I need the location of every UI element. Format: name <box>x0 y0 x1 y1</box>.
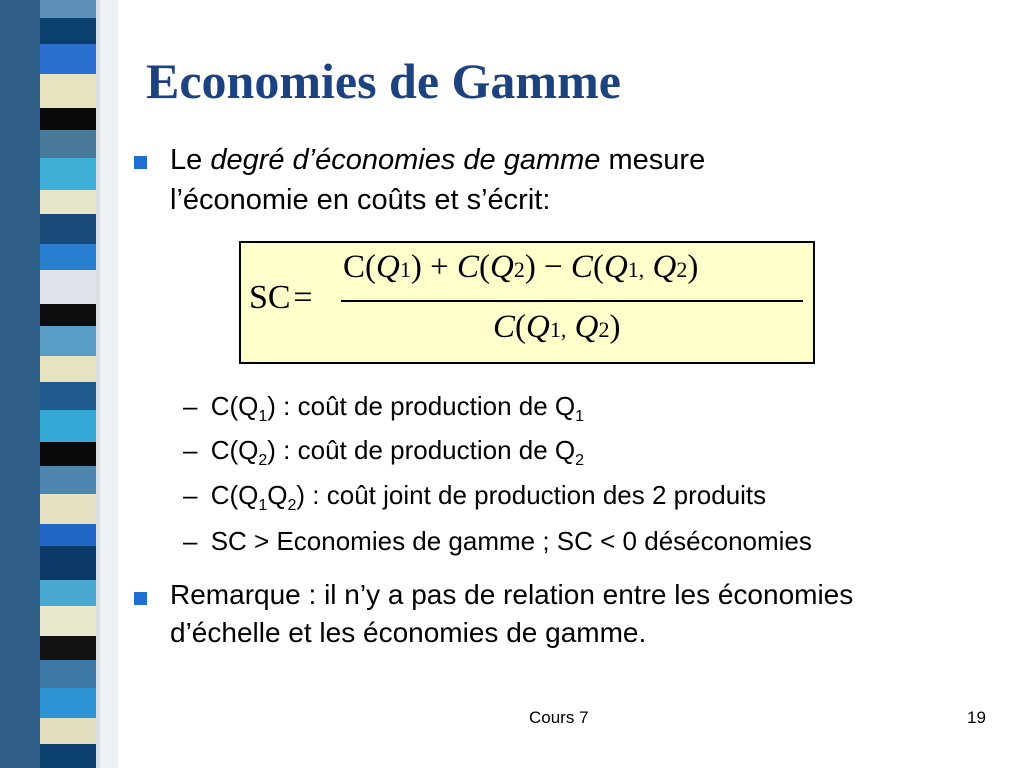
bullet1-line1 <box>170 142 705 178</box>
stripe-block <box>40 546 96 580</box>
decorative-stripe <box>0 0 118 768</box>
bullet1-italic: degré d’économies de gamme <box>210 144 601 176</box>
stripe-block <box>40 44 96 74</box>
stripe-block <box>40 326 96 356</box>
stripe-block <box>40 130 96 158</box>
stripe-block <box>40 718 96 744</box>
subscript: 1 <box>258 497 268 515</box>
stripe-block <box>40 18 96 44</box>
bullet1-pre: Le <box>170 144 211 176</box>
text: ) : coût de production de Q <box>267 391 576 421</box>
stripe-block <box>40 74 96 108</box>
stripe-block <box>40 744 96 768</box>
bullet2-line2: d’échelle et les économies de gamme. <box>170 617 647 648</box>
sub-item-2 <box>183 435 584 476</box>
stripe-block <box>40 382 96 410</box>
text: Q <box>267 480 288 510</box>
text: C(Q <box>210 480 259 510</box>
stripe-block <box>40 158 96 190</box>
stripe-block <box>40 244 96 270</box>
stripe-block <box>40 466 96 494</box>
stripe-block <box>40 524 96 546</box>
stripe-block <box>40 214 96 244</box>
bullet-square-icon <box>134 156 147 169</box>
formula-box <box>239 241 815 364</box>
stripe-block <box>40 636 96 660</box>
dash: – <box>183 391 198 421</box>
dash: – <box>183 526 198 556</box>
stripe-block <box>40 304 96 326</box>
subscript: 2 <box>575 452 585 470</box>
dash: – <box>183 480 198 510</box>
stripe-block <box>40 494 96 524</box>
formula-numerator: C(Q1) + C(Q2) − C(Q1, Q2) <box>343 249 699 285</box>
bullet2-line1: Remarque : il n’y a pas de relation entre les économies <box>170 579 854 610</box>
formula-denominator: C(Q1, Q2) <box>493 309 621 345</box>
text: C(Q <box>210 435 259 465</box>
stripe-block <box>40 606 96 636</box>
text: C(Q <box>210 391 259 421</box>
dash: – <box>183 435 198 465</box>
subscript: 2 <box>258 452 268 470</box>
stripe-block <box>40 0 96 18</box>
page-number: 19 <box>967 708 986 727</box>
stripe-block <box>40 190 96 214</box>
bullet1-line2: l’économie en coûts et s’écrit: <box>170 184 551 216</box>
text: SC > Economies de gamme ; SC < 0 déséconomies <box>210 526 812 556</box>
footer-course: Cours 7 <box>529 708 589 727</box>
slide-title: Economies de Gamme <box>146 53 621 109</box>
stripe-block <box>40 270 96 304</box>
subscript: 1 <box>575 408 585 426</box>
text: ) : coût joint de production des 2 produits <box>296 480 767 510</box>
stripe-block <box>40 356 96 382</box>
stripe-block <box>40 410 96 442</box>
text: ) : coût de production de Q <box>267 435 576 465</box>
stripe-block <box>40 660 96 688</box>
subscript: 2 <box>287 497 297 515</box>
sub-item-4 <box>183 526 812 556</box>
formula-fraction-bar <box>341 300 803 302</box>
subscript: 1 <box>258 408 268 426</box>
stripe-block <box>40 442 96 466</box>
bullet1-post: mesure <box>600 144 706 176</box>
sub-item-1 <box>183 391 584 432</box>
stripe-block <box>40 688 96 718</box>
stripe-block <box>40 580 96 606</box>
sub-item-3 <box>183 480 766 521</box>
stripe-block <box>40 108 96 130</box>
formula-lhs: SC = <box>249 279 313 316</box>
bullet-square-icon <box>134 592 147 605</box>
